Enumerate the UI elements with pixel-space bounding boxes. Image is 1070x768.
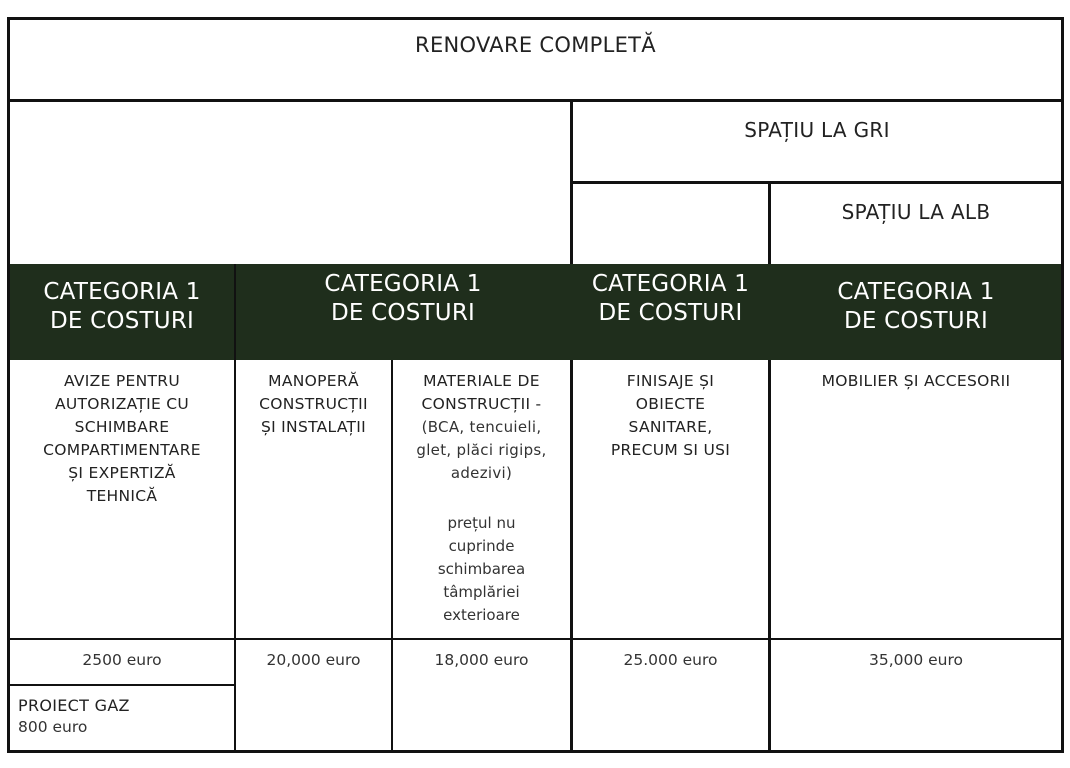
item-materiale: MATERIALE DE CONSTRUCȚII - (BCA, tencuieli, glet, plăci rigips, adezivi) xyxy=(416,372,547,482)
divider xyxy=(573,181,1061,184)
category-1: CATEGORIA 1 DE COSTURI xyxy=(43,279,201,334)
category-4: CATEGORIA 1 DE COSTURI xyxy=(837,279,995,334)
divider xyxy=(234,264,236,753)
table-title: RENOVARE COMPLETĂ xyxy=(415,33,656,57)
divider xyxy=(10,684,234,686)
price-materiale: 18,000 euro xyxy=(434,651,529,669)
item-finisaje: FINISAJE ȘI OBIECTE SANITARE, PRECUM SI USI xyxy=(610,372,731,459)
item-avize: AVIZE PENTRU AUTORIZAȚIE CU SCHIMBARE COMPARTIMENTARE ȘI EXPERTIZĂ TEHNICĂ xyxy=(43,372,201,505)
item-materiale-note: prețul nu cuprinde schimbarea tâmplăriei exterioare xyxy=(437,514,526,624)
item-mobilier: MOBILIER ȘI ACCESORII xyxy=(821,372,1011,390)
category-3: CATEGORIA 1 DE COSTURI xyxy=(591,271,750,326)
price-avize: 2500 euro xyxy=(82,651,162,669)
price-finisaje: 25.000 euro xyxy=(623,651,718,669)
divider xyxy=(10,638,1061,640)
divider xyxy=(10,99,1061,102)
gaz-price: 800 euro xyxy=(18,718,88,736)
gaz-label: PROIECT GAZ xyxy=(18,696,130,715)
price-mobilier: 35,000 euro xyxy=(868,651,964,669)
category-2: CATEGORIA 1 DE COSTURI xyxy=(324,271,482,326)
item-manopera: MANOPERĂ CONSTRUCȚII ȘI INSTALAȚII xyxy=(259,372,368,436)
price-manopera: 20,000 euro xyxy=(266,651,361,669)
header-alb: SPAȚIU LA ALB xyxy=(841,200,991,224)
header-gri: SPAȚIU LA GRI xyxy=(744,118,890,142)
